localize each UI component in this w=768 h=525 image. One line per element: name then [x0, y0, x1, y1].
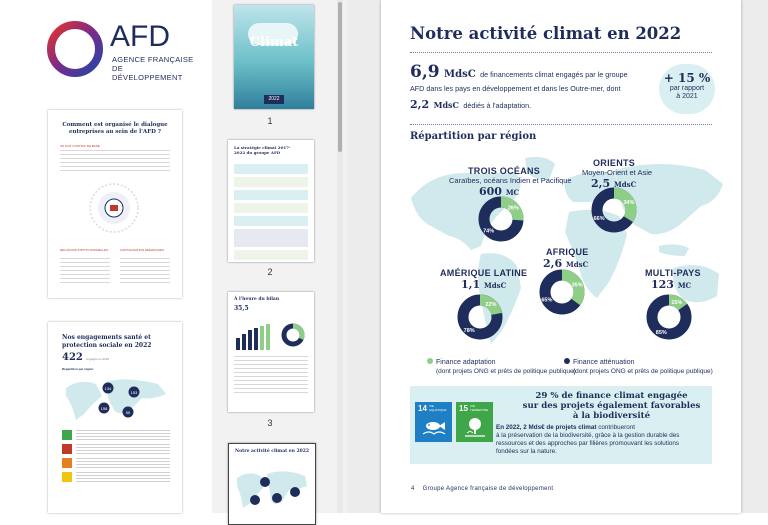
adapt-unit: MdsC — [433, 100, 459, 110]
region-amount-orients: 2,5 MdsC — [591, 177, 637, 190]
donut-label-adaptation-trois-oceans: 26% — [507, 205, 519, 212]
region-name-amerique-latine: AMÉRIQUE LATINE — [440, 268, 528, 278]
headline-text2: AFD dans les pays en développement et dans les Outre-mer, dont — [410, 84, 621, 93]
biodiv-headline — [514, 391, 709, 421]
legend-adaptation-sub: (dont projets ONG et prêts de politique publique) — [436, 368, 576, 375]
donut-label-mitigation-orients: 66% — [593, 216, 605, 223]
page-footer — [411, 486, 553, 492]
donut-label-mitigation-amerique-latine: 78% — [463, 328, 475, 335]
region-name-afrique: AFRIQUE — [546, 247, 589, 257]
legend-adaptation-label: Finance adaptation — [436, 359, 496, 366]
sdg-15-tile — [456, 402, 493, 442]
sdg-14-number: 14 — [418, 404, 427, 413]
badge-line2: à 2021 — [676, 93, 698, 100]
left-page-label-1: UN FAIT CONTINU DE BASE — [60, 144, 100, 148]
left-page-stat: 422 — [62, 352, 83, 363]
region-sub-orients: Moyen-Orient et Asie — [582, 168, 653, 177]
bubble-label: 55 — [125, 410, 131, 415]
thumbnail-scrollbar-thumb[interactable] — [338, 2, 342, 152]
biodiversity-box — [410, 386, 712, 464]
page-number-1: 1 — [267, 116, 273, 126]
fish-icon — [421, 418, 447, 436]
biodiv-bold: En 2022, 2 Mds€ de projets climat — [496, 424, 597, 431]
headline-amount: 6,9 — [410, 62, 440, 82]
region-amount-trois-oceans: 600 MC — [479, 185, 520, 198]
dialogue-diagram — [88, 182, 140, 234]
left-page-map — [62, 374, 170, 424]
bubble-label: 158 — [100, 406, 108, 411]
bubble-label: 134 — [104, 386, 112, 391]
footer-page-number: 4 — [411, 486, 415, 492]
region-amount-amerique-latine: 1,1 MdsC — [461, 278, 507, 291]
left-page-stat-text: engagés en 2022 — [86, 357, 110, 361]
left-page-dialogue-title: Comment est organisé le dialogue entreprises au sein de l'AFD ? — [62, 122, 168, 135]
region-amount-afrique: 2,6 MdsC — [543, 257, 589, 270]
afd-logo — [44, 18, 194, 80]
sdg-14-tile — [415, 402, 452, 442]
sdg-14-label: VIE AQUATIQUE — [429, 404, 447, 412]
logo-acronym: AFD — [110, 20, 170, 53]
biodiv-text — [496, 424, 710, 456]
donut-label-mitigation-multi-pays: 85% — [655, 330, 667, 337]
legend-attenuation-sub: (dont projets ONG et prêts de politique publique) — [573, 368, 713, 375]
donut-label-mitigation-trois-oceans: 74% — [483, 228, 495, 235]
sdg-rows — [62, 430, 170, 486]
region-amount-multi-pays: 123 MC — [651, 278, 692, 291]
region-name-trois-oceans: TROIS OCÉANS — [468, 166, 541, 176]
left-page-regions-label: Répartition par région — [62, 367, 94, 371]
biodiv-text1: contribueront — [598, 424, 635, 431]
thumbnail-page-3[interactable] — [228, 292, 314, 412]
page-number-2: 2 — [267, 267, 273, 277]
thumbnail-page-1[interactable] — [234, 5, 314, 109]
thumb2-title: La stratégie climat 2017-2022 du groupe AFD — [234, 145, 291, 155]
legend-attenuation-label: Finance atténuation — [573, 359, 635, 366]
donut-label-adaptation-orients: 34% — [623, 199, 635, 206]
headline-unit: MdsC — [444, 69, 476, 80]
region-sub-trois-oceans: Caraïbes, océans Indien et Pacifique — [449, 176, 572, 185]
thumb3-donut — [280, 322, 306, 348]
sdg-15-label: VIE TERRESTRE — [470, 404, 489, 412]
footer-text: Groupe Agence française de développement — [422, 486, 554, 492]
text-lines — [120, 258, 170, 284]
tree-icon — [462, 416, 488, 438]
thumb2-rows — [234, 164, 308, 260]
biodiv-line2: sur des projets également favorables — [522, 401, 701, 411]
headline-text1: de financements climat engagés par le groupe — [480, 70, 628, 79]
left-page-label-3: CAPITALISATION DÉMARCHES — [120, 248, 165, 252]
biodiv-pct: 29 % de finance climat engagée — [535, 391, 688, 401]
adapt-amount: 2,2 — [410, 98, 430, 111]
adapt-text: dédiés à l'adaptation. — [463, 101, 532, 110]
badge-value: + 15 % — [663, 71, 711, 85]
region-name-multi-pays: MULTI-PAYS — [645, 268, 701, 278]
bubble-label: 153 — [130, 390, 138, 395]
section-title: Répartition par région — [410, 131, 537, 142]
afd-ring-icon — [44, 18, 106, 80]
legend-adaptation-swatch — [427, 358, 433, 364]
thumb3-bars — [234, 320, 274, 350]
legend-attenuation-swatch — [564, 358, 570, 364]
page-4 — [381, 0, 741, 513]
region-name-orients: ORIENTS — [593, 158, 636, 168]
thumb4-title: Notre activité climat en 2022 — [235, 449, 309, 454]
thumb3-stat: 35,5 — [234, 305, 249, 312]
donut-label-adaptation-multi-pays: 15% — [671, 299, 683, 306]
biodiv-text3: ressources et des approches par filières promouvant les solutions — [496, 440, 680, 447]
thumb3-lines — [234, 356, 308, 396]
page-title: Notre activité climat en 2022 — [410, 24, 682, 43]
text-lines — [60, 150, 170, 172]
page-number-3: 3 — [267, 418, 273, 428]
biodiv-text2: à la préservation de la biodiversité, grâce à la gestion durable des — [496, 432, 680, 439]
donut-label-mitigation-afrique: 65% — [541, 297, 553, 304]
legend-adaptation — [427, 358, 576, 375]
logo-line2: DE DÉVELOPPEMENT — [112, 64, 183, 82]
thumbnail-page-2[interactable] — [228, 140, 314, 262]
left-page-sante[interactable] — [48, 322, 182, 513]
donut-label-adaptation-amerique-latine: 22% — [485, 301, 497, 308]
thumb3-title: À l'heure du bilan — [234, 297, 280, 302]
text-lines — [60, 258, 110, 284]
donut-label-adaptation-afrique: 35% — [571, 282, 583, 289]
cover-year: 2022 — [264, 95, 284, 104]
logo-line1: AGENCE FRANÇAISE — [112, 55, 194, 64]
badge-line1: par rapport — [669, 85, 705, 92]
sdg-15-number: 15 — [459, 404, 468, 413]
biodiv-text4: fondées sur la nature. — [496, 448, 557, 455]
left-page-sante-title: Nos engagements santé et protection sociale en 2022 — [62, 334, 152, 349]
biodiv-line3: à la biodiversité — [572, 411, 651, 421]
left-page-dialogue[interactable] — [48, 110, 182, 298]
thumb4-map — [235, 468, 309, 514]
left-page-label-2: RELATIONS INSTITUTIONNELLES — [60, 248, 108, 252]
cover-title: Climat — [249, 35, 299, 50]
legend-attenuation — [564, 358, 713, 375]
